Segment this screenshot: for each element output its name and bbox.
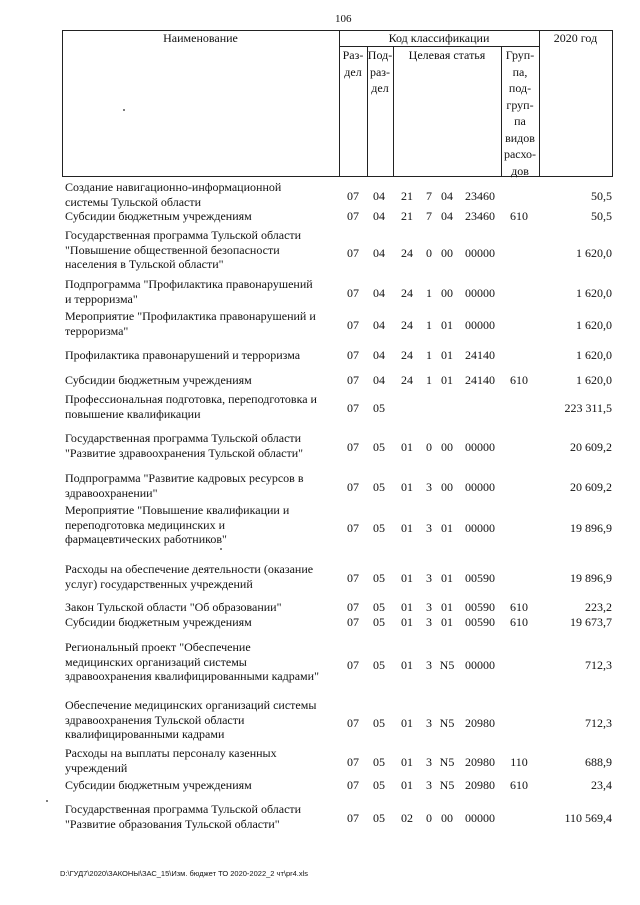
row-name — [65, 600, 340, 615]
row-name-line: медицинских организаций системы — [65, 654, 247, 669]
row-code-pr: 05 — [373, 521, 385, 535]
row-code-pr: 05 — [373, 615, 385, 629]
row-code-cs4: 00000 — [465, 658, 495, 672]
row-code-cs1: 01 — [401, 440, 413, 454]
header-right-border — [612, 30, 613, 177]
row-code-cs1: 24 — [401, 246, 413, 260]
row-name-line: Профессиональная подготовка, переподготовка и — [65, 392, 317, 406]
header-classification: Код классификации — [388, 31, 490, 45]
row-name-line: квалифицированными кадрами — [65, 727, 225, 741]
row-code-cs4: 00000 — [465, 286, 495, 300]
row-code-cs3: 01 — [441, 318, 453, 332]
row-code-cs2: 3 — [426, 778, 432, 792]
row-code-rz: 07 — [347, 246, 359, 260]
row-code-cs4: 20980 — [465, 755, 495, 769]
row-name — [65, 431, 340, 460]
row-name-line: Подпрограмма "Профилактика правонарушений — [65, 277, 313, 291]
row-code-cs1: 24 — [401, 348, 413, 362]
row-amount: 1 620,0 — [576, 318, 612, 332]
row-name — [65, 471, 340, 500]
row-code-pr: 05 — [373, 755, 385, 769]
row-code-cs1: 01 — [401, 755, 413, 769]
row-amount: 50,5 — [591, 189, 612, 203]
table-row — [0, 309, 640, 342]
row-code-cs3: 01 — [441, 348, 453, 362]
row-amount: 110 569,4 — [564, 811, 612, 825]
table-row — [0, 209, 640, 226]
row-name-line: Профилактика правонарушений и терроризма — [65, 348, 301, 362]
row-code-cs2: 3 — [426, 615, 432, 629]
row-code-vr: 110 — [510, 755, 528, 769]
row-code-cs3: N5 — [439, 755, 455, 769]
table-row — [0, 228, 640, 277]
header-divider — [393, 46, 394, 177]
row-code-rz: 07 — [347, 286, 359, 300]
row-code-cs3: N5 — [439, 658, 455, 672]
row-code-cs2: 3 — [426, 716, 432, 730]
row-amount: 1 620,0 — [576, 286, 612, 300]
row-amount: 19 896,9 — [570, 521, 612, 535]
row-code-pr: 05 — [373, 401, 385, 415]
row-code-cs1: 01 — [401, 778, 413, 792]
row-code-pr: 05 — [373, 716, 385, 730]
row-name — [65, 309, 340, 338]
row-name-line: Государственная программа Тульской области — [65, 228, 302, 242]
row-code-pr: 05 — [373, 658, 385, 672]
row-code-cs4: 23460 — [465, 209, 495, 223]
row-name-line: системы Тульской области — [65, 194, 202, 209]
row-amount: 688,9 — [585, 755, 612, 769]
row-amount: 20 609,2 — [570, 480, 612, 494]
row-code-rz: 07 — [347, 440, 359, 454]
row-code-pr: 05 — [373, 571, 385, 585]
header-section: Раз- дел — [342, 48, 364, 79]
row-name-line: Субсидии бюджетным учреждениям — [65, 373, 252, 387]
row-code-cs2: 7 — [426, 189, 432, 203]
row-code-cs2: 0 — [426, 811, 432, 825]
row-code-pr: 05 — [373, 440, 385, 454]
row-code-rz: 07 — [347, 373, 359, 387]
row-code-cs4: 24140 — [465, 348, 495, 362]
row-code-cs3: 00 — [441, 440, 453, 454]
row-code-cs2: 1 — [426, 348, 432, 362]
row-code-pr: 04 — [373, 209, 385, 223]
row-code-vr: 610 — [510, 778, 528, 792]
row-code-cs1: 24 — [401, 286, 413, 300]
row-name — [65, 392, 340, 421]
row-name-line: здравоохранения Тульской области — [65, 712, 245, 727]
row-name — [65, 209, 340, 224]
row-code-cs1: 02 — [401, 811, 413, 825]
row-code-cs3: 04 — [441, 209, 453, 223]
table-row — [0, 277, 640, 307]
row-code-pr: 05 — [373, 778, 385, 792]
row-name — [65, 746, 340, 775]
row-code-cs1: 01 — [401, 615, 413, 629]
row-code-cs1: 01 — [401, 658, 413, 672]
header-divider — [539, 30, 540, 177]
header-group: Груп- па, под- груп- па видов расхо- дов — [503, 48, 537, 178]
row-code-cs1: 01 — [401, 716, 413, 730]
row-code-cs1: 01 — [401, 571, 413, 585]
row-code-cs4: 20980 — [465, 778, 495, 792]
row-code-cs3: 01 — [441, 600, 453, 614]
row-code-cs4: 00000 — [465, 318, 495, 332]
footer-path: D:\ГУД7\2020\ЗАКОНЫ\ЗАС_15\Изм. бюджет ТО 2020-2022_2 чт\pr4.xls — [60, 869, 309, 878]
scan-speck — [123, 109, 125, 111]
row-name-line: Обеспечение медицинских организаций системы — [65, 698, 317, 712]
table-row — [0, 503, 640, 552]
header-subsection: Под- раз- дел — [367, 48, 393, 95]
row-code-cs2: 1 — [426, 318, 432, 332]
row-name — [65, 228, 340, 272]
table-row — [0, 180, 640, 209]
scan-speck — [220, 548, 222, 550]
row-name-line: Государственная программа Тульской области — [65, 802, 302, 816]
row-code-cs1: 24 — [401, 318, 413, 332]
row-name-line: Подпрограмма "Развитие кадровых ресурсов в — [65, 471, 304, 485]
row-code-cs2: 3 — [426, 755, 432, 769]
row-name-line: Мероприятие "Повышение квалификации и — [65, 503, 290, 517]
row-code-rz: 07 — [347, 716, 359, 730]
row-code-pr: 04 — [373, 286, 385, 300]
table-row — [0, 471, 640, 501]
row-code-cs2: 3 — [426, 571, 432, 585]
row-code-cs1: 21 — [401, 189, 413, 203]
row-code-rz: 07 — [347, 189, 359, 203]
row-code-cs4: 00590 — [465, 600, 495, 614]
row-amount: 1 620,0 — [576, 373, 612, 387]
row-code-cs4: 00590 — [465, 571, 495, 585]
row-code-pr: 04 — [373, 373, 385, 387]
table-row — [0, 431, 640, 463]
row-amount: 1 620,0 — [576, 348, 612, 362]
row-name — [65, 348, 340, 363]
row-name-line: здравоохранения квалифицированными кадрами" — [65, 669, 319, 683]
row-code-rz: 07 — [347, 480, 359, 494]
row-name — [65, 503, 340, 547]
row-amount: 20 609,2 — [570, 440, 612, 454]
row-name-line: Субсидии бюджетным учреждениям — [65, 778, 252, 792]
row-name-line: Расходы на обеспечение деятельности (оказание — [65, 562, 314, 576]
row-code-cs4: 00000 — [465, 246, 495, 260]
table-row — [0, 746, 640, 776]
row-code-vr: 610 — [510, 600, 528, 614]
row-name-line: населения в Тульской области" — [65, 257, 224, 271]
row-code-cs1: 01 — [401, 521, 413, 535]
row-amount: 223 311,5 — [564, 401, 612, 415]
row-amount: 19 896,9 — [570, 571, 612, 585]
row-code-rz: 07 — [347, 755, 359, 769]
row-name — [65, 802, 340, 831]
row-name — [65, 640, 340, 684]
row-code-cs3: 00 — [441, 246, 453, 260]
row-amount: 712,3 — [585, 716, 612, 730]
table-header — [0, 30, 640, 178]
row-code-cs4: 00000 — [465, 521, 495, 535]
row-code-cs4: 00590 — [465, 615, 495, 629]
row-name-line: повышение квалификации — [65, 406, 201, 421]
row-code-rz: 07 — [347, 615, 359, 629]
row-code-cs3: 00 — [441, 811, 453, 825]
table-row — [0, 600, 640, 615]
row-code-cs1: 21 — [401, 209, 413, 223]
row-code-cs3: 01 — [441, 373, 453, 387]
row-name-line: Расходы на выплаты персоналу казенных — [65, 746, 277, 760]
row-code-rz: 07 — [347, 658, 359, 672]
row-code-rz: 07 — [347, 778, 359, 792]
row-code-cs3: N5 — [439, 778, 455, 792]
row-code-rz: 07 — [347, 811, 359, 825]
row-amount: 712,3 — [585, 658, 612, 672]
row-name — [65, 562, 340, 591]
table-row — [0, 562, 640, 596]
row-code-pr: 05 — [373, 811, 385, 825]
row-name — [65, 180, 340, 209]
row-name-line: Закон Тульской области "Об образовании" — [65, 600, 282, 614]
row-code-rz: 07 — [347, 600, 359, 614]
row-code-cs4: 00000 — [465, 811, 495, 825]
row-code-cs1: 24 — [401, 373, 413, 387]
row-name-line: Субсидии бюджетным учреждениям — [65, 209, 252, 223]
row-amount: 1 620,0 — [576, 246, 612, 260]
row-name-line: терроризма" — [65, 323, 129, 338]
row-code-cs2: 0 — [426, 440, 432, 454]
row-code-cs3: 01 — [441, 571, 453, 585]
row-name — [65, 373, 340, 388]
row-name — [65, 277, 340, 306]
table-row — [0, 373, 640, 390]
row-code-cs3: 01 — [441, 521, 453, 535]
row-name — [65, 615, 340, 630]
row-code-cs2: 7 — [426, 209, 432, 223]
row-name-line: переподготовка медицинских и — [65, 517, 226, 532]
row-code-vr: 610 — [510, 373, 528, 387]
row-code-cs4: 20980 — [465, 716, 495, 730]
row-code-cs3: 00 — [441, 480, 453, 494]
row-code-pr: 04 — [373, 318, 385, 332]
row-code-cs2: 1 — [426, 286, 432, 300]
table-row — [0, 698, 640, 743]
header-name: Наименование — [163, 31, 238, 45]
row-code-rz: 07 — [347, 401, 359, 415]
row-amount: 223,2 — [585, 600, 612, 614]
row-code-rz: 07 — [347, 521, 359, 535]
row-amount: 23,4 — [591, 778, 612, 792]
row-name-line: "Развитие здравоохранения Тульской области" — [65, 445, 304, 460]
row-name — [65, 698, 340, 742]
row-name-line: учреждений — [65, 760, 128, 775]
row-name — [65, 778, 340, 793]
table-row — [0, 348, 640, 365]
row-code-cs2: 3 — [426, 521, 432, 535]
header-left-border — [62, 30, 63, 177]
row-name-line: Государственная программа Тульской области — [65, 431, 302, 445]
row-code-rz: 07 — [347, 318, 359, 332]
row-code-pr: 04 — [373, 348, 385, 362]
row-code-rz: 07 — [347, 209, 359, 223]
row-code-cs3: 04 — [441, 189, 453, 203]
row-code-pr: 04 — [373, 246, 385, 260]
row-code-cs2: 3 — [426, 600, 432, 614]
row-code-cs1: 01 — [401, 480, 413, 494]
row-code-cs3: 00 — [441, 286, 453, 300]
row-code-cs2: 3 — [426, 480, 432, 494]
row-amount: 19 673,7 — [570, 615, 612, 629]
row-code-cs1: 01 — [401, 600, 413, 614]
row-code-cs2: 3 — [426, 658, 432, 672]
page-number: 106 — [335, 13, 352, 25]
table-row — [0, 392, 640, 422]
table-row — [0, 802, 640, 838]
row-code-cs2: 1 — [426, 373, 432, 387]
row-code-pr: 05 — [373, 600, 385, 614]
row-name-line: "Повышение общественной безопасности — [65, 242, 280, 257]
row-code-vr: 610 — [510, 209, 528, 223]
row-name-line: фармацевтических работников" — [65, 532, 227, 546]
row-code-cs3: 01 — [441, 615, 453, 629]
row-code-cs2: 0 — [426, 246, 432, 260]
row-name-line: Субсидии бюджетным учреждениям — [65, 615, 252, 629]
row-code-cs4: 24140 — [465, 373, 495, 387]
row-code-cs3: N5 — [439, 716, 455, 730]
header-target: Целевая статья — [408, 48, 486, 62]
scan-speck — [46, 800, 48, 802]
row-code-cs4: 23460 — [465, 189, 495, 203]
row-code-vr: 610 — [510, 615, 528, 629]
row-name-line: Создание навигационно-информационной — [65, 180, 282, 194]
table-row — [0, 640, 640, 690]
row-code-cs4: 00000 — [465, 440, 495, 454]
header-year: 2020 год — [553, 31, 598, 45]
row-code-cs4: 00000 — [465, 480, 495, 494]
table-row — [0, 778, 640, 796]
row-amount: 50,5 — [591, 209, 612, 223]
row-name-line: Региональный проект "Обеспечение — [65, 640, 251, 654]
row-name-line: здравоохранении" — [65, 485, 158, 500]
row-name-line: Мероприятие "Профилактика правонарушений и — [65, 309, 316, 323]
row-code-pr: 04 — [373, 189, 385, 203]
row-code-rz: 07 — [347, 348, 359, 362]
row-code-pr: 05 — [373, 480, 385, 494]
row-name-line: "Развитие образования Тульской области" — [65, 816, 280, 831]
row-name-line: услуг) государственных учреждений — [65, 576, 253, 591]
row-code-rz: 07 — [347, 571, 359, 585]
table-row — [0, 615, 640, 632]
row-name-line: и терроризма" — [65, 291, 138, 306]
